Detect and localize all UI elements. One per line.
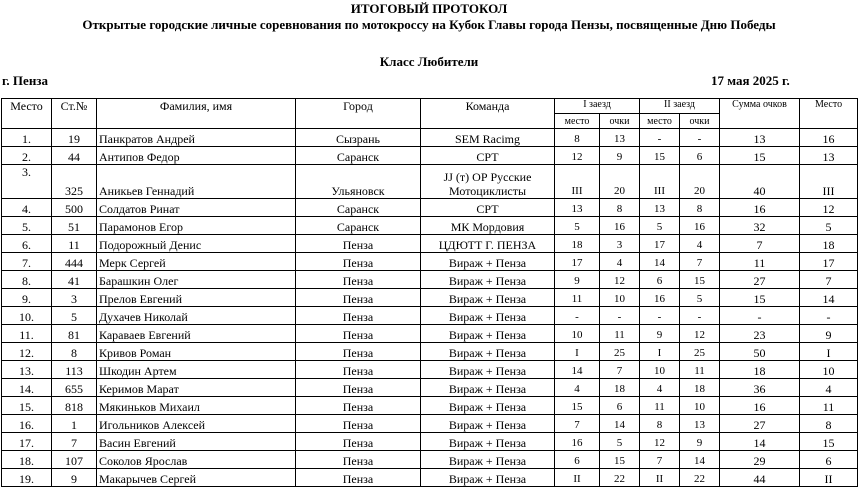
race1-place: 11 — [555, 289, 600, 307]
table-row — [2, 271, 858, 289]
race1-points: 14 — [600, 415, 640, 433]
rider-name: Караваев Евгений — [97, 325, 296, 343]
event-subtitle: Открытые городские личные соревнования по мотокроссу на Кубок Главы города Пензы, посвященные Дню Победы — [82, 17, 776, 32]
race2-place: 12 — [640, 433, 680, 451]
rider-team: Вираж + Пенза — [421, 325, 555, 343]
table-row — [2, 415, 858, 433]
col-place: Место — [2, 99, 52, 129]
rider-team: Вираж + Пенза — [421, 289, 555, 307]
race2-place: 16 — [640, 289, 680, 307]
rider-name: Аникьев Геннадий — [97, 165, 296, 199]
col-race2: II заезд — [640, 99, 720, 114]
race2-place: 10 — [640, 361, 680, 379]
rider-name: Керимов Марат — [97, 379, 296, 397]
points-sum: - — [720, 307, 800, 325]
race1-points: 7 — [600, 361, 640, 379]
row-number: 8. — [2, 271, 52, 289]
start-number: 325 — [52, 165, 97, 199]
rider-city: Пенза — [296, 289, 421, 307]
final-place: - — [800, 307, 858, 325]
race1-place: III — [555, 165, 600, 199]
race2-points: - — [680, 129, 720, 147]
race1-place: 10 — [555, 325, 600, 343]
final-place: 11 — [800, 397, 858, 415]
start-number: 11 — [52, 235, 97, 253]
col-start-no: Ст.№ — [52, 99, 97, 129]
rider-name: Шкодин Артем — [97, 361, 296, 379]
rider-team: SEM Racimg — [421, 129, 555, 147]
start-number: 51 — [52, 217, 97, 235]
race2-place: 5 — [640, 217, 680, 235]
rider-team: JJ (т) ОР Русские Мотоциклисты — [421, 165, 555, 199]
race2-place: 13 — [640, 199, 680, 217]
final-place: 4 — [800, 379, 858, 397]
col-race1-points: очки — [600, 114, 640, 129]
row-number: 12. — [2, 343, 52, 361]
rider-name: Парамонов Егор — [97, 217, 296, 235]
race2-points: 25 — [680, 343, 720, 361]
rider-name: Мерк Сергей — [97, 253, 296, 271]
race1-points: 25 — [600, 343, 640, 361]
race2-place: 7 — [640, 451, 680, 469]
race2-points: 10 — [680, 397, 720, 415]
race2-place: - — [640, 307, 680, 325]
race2-points: 9 — [680, 433, 720, 451]
race1-points: 20 — [600, 165, 640, 199]
race1-points: 3 — [600, 235, 640, 253]
race2-place: - — [640, 129, 680, 147]
rider-name: Прелов Евгений — [97, 289, 296, 307]
race1-place: 17 — [555, 253, 600, 271]
rider-name: Барашкин Олег — [97, 271, 296, 289]
table-row — [2, 235, 858, 253]
col-name: Фамилия, имя — [97, 99, 296, 129]
race2-place: II — [640, 469, 680, 487]
final-place: 8 — [800, 415, 858, 433]
rider-city: Пенза — [296, 397, 421, 415]
start-number: 41 — [52, 271, 97, 289]
race1-points: 15 — [600, 451, 640, 469]
points-sum: 23 — [720, 325, 800, 343]
race1-place: 9 — [555, 271, 600, 289]
race1-place: 14 — [555, 361, 600, 379]
start-number: 655 — [52, 379, 97, 397]
rider-name: Кривов Роман — [97, 343, 296, 361]
start-number: 7 — [52, 433, 97, 451]
race2-place: 4 — [640, 379, 680, 397]
rider-team: Вираж + Пенза — [421, 379, 555, 397]
race2-points: 18 — [680, 379, 720, 397]
rider-city: Саранск — [296, 217, 421, 235]
rider-name: Панкратов Андрей — [97, 129, 296, 147]
race1-points: 13 — [600, 129, 640, 147]
rider-team: Вираж + Пенза — [421, 271, 555, 289]
rider-name: Васин Евгений — [97, 433, 296, 451]
start-number: 5 — [52, 307, 97, 325]
final-place: II — [800, 469, 858, 487]
table-row — [2, 165, 858, 199]
rider-city: Пенза — [296, 433, 421, 451]
start-number: 19 — [52, 129, 97, 147]
race1-place: 8 — [555, 129, 600, 147]
points-sum: 18 — [720, 361, 800, 379]
final-place: 13 — [800, 147, 858, 165]
points-sum: 15 — [720, 147, 800, 165]
col-team: Команда — [421, 99, 555, 129]
rider-city: Пенза — [296, 235, 421, 253]
race1-place: 5 — [555, 217, 600, 235]
race2-points: 6 — [680, 147, 720, 165]
table-row — [2, 307, 858, 325]
final-place: 16 — [800, 129, 858, 147]
rider-city: Пенза — [296, 307, 421, 325]
row-number: 14. — [2, 379, 52, 397]
race1-points: 5 — [600, 433, 640, 451]
class-heading: Класс Любители — [379, 54, 479, 69]
final-place: I — [800, 343, 858, 361]
final-place: 6 — [800, 451, 858, 469]
table-row — [2, 433, 858, 451]
final-place: 15 — [800, 433, 858, 451]
points-sum: 50 — [720, 343, 800, 361]
rider-team: Вираж + Пенза — [421, 307, 555, 325]
row-number: 4. — [2, 199, 52, 217]
race1-place: 15 — [555, 397, 600, 415]
rider-team: Вираж + Пенза — [421, 451, 555, 469]
points-sum: 36 — [720, 379, 800, 397]
race1-place: - — [555, 307, 600, 325]
table-row — [2, 397, 858, 415]
race1-points: - — [600, 307, 640, 325]
points-sum: 13 — [720, 129, 800, 147]
rider-team: Вираж + Пенза — [421, 397, 555, 415]
col-city: Город — [296, 99, 421, 129]
row-number: 6. — [2, 235, 52, 253]
table-row — [2, 289, 858, 307]
race2-points: 11 — [680, 361, 720, 379]
rider-city: Саранск — [296, 199, 421, 217]
row-number: 19. — [2, 469, 52, 487]
row-number: 2. — [2, 147, 52, 165]
table-row — [2, 199, 858, 217]
rider-team: СРТ — [421, 199, 555, 217]
rider-team: СРТ — [421, 147, 555, 165]
race2-points: 13 — [680, 415, 720, 433]
rider-name: Солдатов Ринат — [97, 199, 296, 217]
row-number: 1. — [2, 129, 52, 147]
race1-points: 4 — [600, 253, 640, 271]
race1-place: 12 — [555, 147, 600, 165]
rider-city: Пенза — [296, 451, 421, 469]
rider-city: Пенза — [296, 325, 421, 343]
race1-place: I — [555, 343, 600, 361]
race1-place: 7 — [555, 415, 600, 433]
rider-team: Вираж + Пенза — [421, 433, 555, 451]
start-number: 44 — [52, 147, 97, 165]
points-sum: 27 — [720, 271, 800, 289]
race2-place: 6 — [640, 271, 680, 289]
race2-points: 20 — [680, 165, 720, 199]
row-number: 15. — [2, 397, 52, 415]
col-race1: I заезд — [555, 99, 640, 114]
row-number: 16. — [2, 415, 52, 433]
rider-city: Пенза — [296, 469, 421, 487]
start-number: 3 — [52, 289, 97, 307]
start-number: 1 — [52, 415, 97, 433]
row-number: 9. — [2, 289, 52, 307]
table-row — [2, 451, 858, 469]
col-race1-place: место — [555, 114, 600, 129]
col-race2-place: место — [640, 114, 680, 129]
row-number: 17. — [2, 433, 52, 451]
race2-place: 8 — [640, 415, 680, 433]
start-number: 113 — [52, 361, 97, 379]
table-row — [2, 325, 858, 343]
rider-city: Саранск — [296, 147, 421, 165]
rider-name: Антипов Федор — [97, 147, 296, 165]
rider-name: Мякиньков Михаил — [97, 397, 296, 415]
race1-place: 6 — [555, 451, 600, 469]
rider-city: Пенза — [296, 343, 421, 361]
race2-place: 15 — [640, 147, 680, 165]
rider-name: Соколов Ярослав — [97, 451, 296, 469]
table-row — [2, 469, 858, 487]
points-sum: 44 — [720, 469, 800, 487]
race2-points: 22 — [680, 469, 720, 487]
race2-points: 5 — [680, 289, 720, 307]
race1-points: 9 — [600, 147, 640, 165]
col-sum: Сумма очков — [720, 99, 800, 129]
rider-city: Пенза — [296, 271, 421, 289]
final-place: III — [800, 165, 858, 199]
start-number: 81 — [52, 325, 97, 343]
final-place: 9 — [800, 325, 858, 343]
table-row — [2, 379, 858, 397]
race2-place: III — [640, 165, 680, 199]
race2-points: - — [680, 307, 720, 325]
table-row — [2, 147, 858, 165]
row-number: 5. — [2, 217, 52, 235]
final-place: 17 — [800, 253, 858, 271]
race1-points: 22 — [600, 469, 640, 487]
race1-place: II — [555, 469, 600, 487]
final-place: 5 — [800, 217, 858, 235]
race1-points: 8 — [600, 199, 640, 217]
rider-city: Ульяновск — [296, 165, 421, 199]
start-number: 8 — [52, 343, 97, 361]
event-date: 17 мая 2025 г. — [711, 73, 790, 88]
col-final-place: Место — [800, 99, 858, 129]
rider-city: Пенза — [296, 253, 421, 271]
race2-place: 14 — [640, 253, 680, 271]
points-sum: 14 — [720, 433, 800, 451]
points-sum: 32 — [720, 217, 800, 235]
points-sum: 27 — [720, 415, 800, 433]
results-body — [2, 129, 858, 487]
race2-points: 7 — [680, 253, 720, 271]
start-number: 818 — [52, 397, 97, 415]
start-number: 107 — [52, 451, 97, 469]
rider-name: Подорожный Денис — [97, 235, 296, 253]
start-number: 9 — [52, 469, 97, 487]
rider-city: Пенза — [296, 415, 421, 433]
table-row — [2, 361, 858, 379]
race1-points: 11 — [600, 325, 640, 343]
table-row — [2, 129, 858, 147]
race2-place: 11 — [640, 397, 680, 415]
race2-points: 8 — [680, 199, 720, 217]
race2-points: 4 — [680, 235, 720, 253]
race1-place: 4 — [555, 379, 600, 397]
row-number: 3. — [2, 165, 52, 199]
event-city: г. Пенза — [2, 73, 49, 88]
rider-team: ЦДЮТТ Г. ПЕНЗА — [421, 235, 555, 253]
final-place: 12 — [800, 199, 858, 217]
row-number: 13. — [2, 361, 52, 379]
points-sum: 11 — [720, 253, 800, 271]
race1-place: 18 — [555, 235, 600, 253]
final-place: 18 — [800, 235, 858, 253]
race2-points: 14 — [680, 451, 720, 469]
points-sum: 40 — [720, 165, 800, 199]
final-place: 7 — [800, 271, 858, 289]
race1-place: 13 — [555, 199, 600, 217]
race2-points: 16 — [680, 217, 720, 235]
row-number: 18. — [2, 451, 52, 469]
final-place: 10 — [800, 361, 858, 379]
row-number: 10. — [2, 307, 52, 325]
race2-place: 17 — [640, 235, 680, 253]
table-row — [2, 253, 858, 271]
results-table — [1, 98, 858, 487]
start-number: 500 — [52, 199, 97, 217]
points-sum: 29 — [720, 451, 800, 469]
race2-place: 9 — [640, 325, 680, 343]
rider-city: Сызрань — [296, 129, 421, 147]
row-number: 7. — [2, 253, 52, 271]
points-sum: 15 — [720, 289, 800, 307]
race1-points: 16 — [600, 217, 640, 235]
race1-points: 10 — [600, 289, 640, 307]
rider-team: Вираж + Пенза — [421, 253, 555, 271]
rider-team: Вираж + Пенза — [421, 469, 555, 487]
rider-name: Макарычев Сергей — [97, 469, 296, 487]
race2-points: 12 — [680, 325, 720, 343]
rider-team: Вираж + Пенза — [421, 415, 555, 433]
points-sum: 16 — [720, 199, 800, 217]
points-sum: 16 — [720, 397, 800, 415]
start-number: 444 — [52, 253, 97, 271]
rider-team: Вираж + Пенза — [421, 361, 555, 379]
race1-points: 12 — [600, 271, 640, 289]
rider-name: Игольников Алексей — [97, 415, 296, 433]
document-title: ИТОГОВЫЙ ПРОТОКОЛ — [350, 1, 508, 16]
race2-points: 15 — [680, 271, 720, 289]
points-sum: 7 — [720, 235, 800, 253]
race1-points: 6 — [600, 397, 640, 415]
rider-city: Пенза — [296, 361, 421, 379]
table-row — [2, 217, 858, 235]
race1-points: 18 — [600, 379, 640, 397]
rider-name: Духачев Николай — [97, 307, 296, 325]
final-place: 14 — [800, 289, 858, 307]
rider-team: МК Мордовия — [421, 217, 555, 235]
row-number: 11. — [2, 325, 52, 343]
race2-place: I — [640, 343, 680, 361]
rider-city: Пенза — [296, 379, 421, 397]
col-race2-points: очки — [680, 114, 720, 129]
table-row — [2, 343, 858, 361]
rider-team: Вираж + Пенза — [421, 343, 555, 361]
race1-place: 16 — [555, 433, 600, 451]
